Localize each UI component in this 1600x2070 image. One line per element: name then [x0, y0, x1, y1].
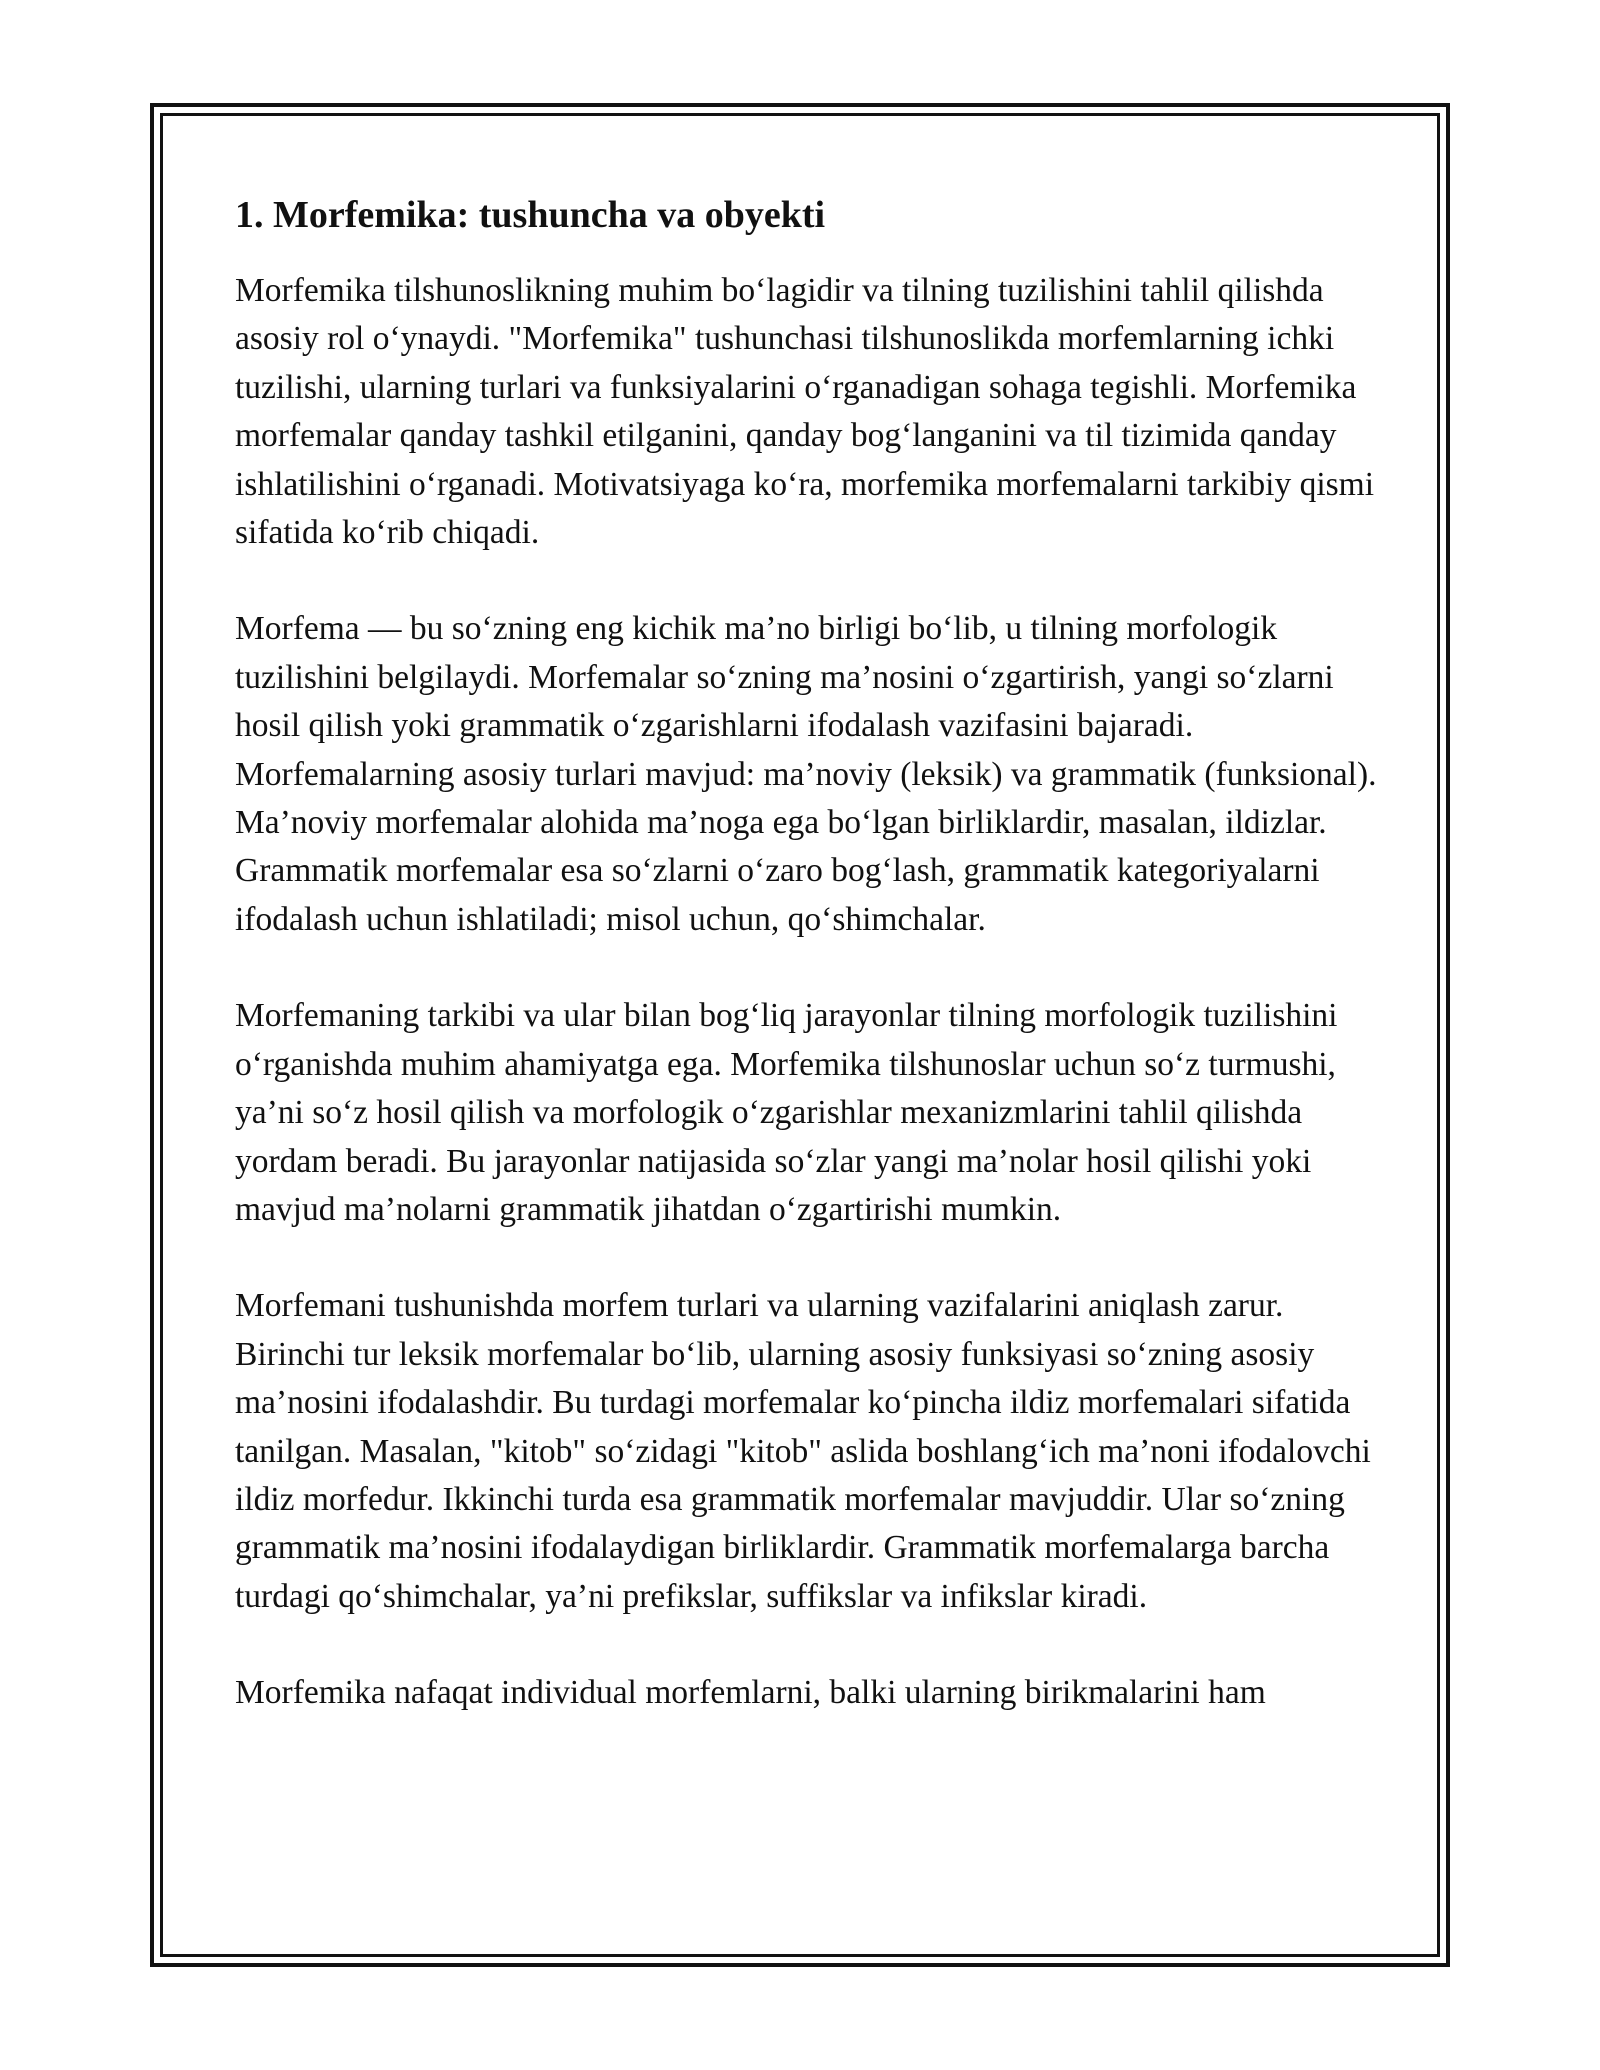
section-heading: 1. Morfemika: tushuncha va obyekti	[235, 194, 826, 236]
paragraph-3: Morfemaning tarkibi va ular bilan bog‘liq jarayonlar tilning morfologik tuzilishini o‘rganishda muhim ahamiyatga ega. Morfemika tilshunoslar uchun so‘z turmushi, ya’ni so‘z hosil qilish va morfologik o‘zgarishlar mexanizmlarini tahlil qilishda yordam beradi. Bu jarayonlar natijasida so‘zlar yangi ma’nolar hosil qilishi yoki mavjud ma’nolarni grammatik jihatdan o‘zgartirishi mumkin.	[235, 997, 1338, 1228]
paragraph-1: Morfemika tilshunoslikning muhim bo‘lagidir va tilning tuzilishini tahlil qilishda asosiy rol o‘ynaydi. "Morfemika" tushunchasi tilshunoslikda morfemlarning ichki tuzilishi, ularning turlari va funksiyalarini o‘rganadigan sohaga tegishli. Morfemika morfemalar qanday tashkil etilganini, qanday bog‘langanini va til tizimida qanday ishlatilishini o‘rganadi. Motivatsiyaga ko‘ra, morfemika morfemalarni tarkibiy qismi sifatida ko‘rib chiqadi.	[235, 272, 1375, 552]
paragraph-2: Morfema — bu so‘zning eng kichik ma’no birligi bo‘lib, u tilning morfologik tuzilishini belgilaydi. Morfemalar so‘zning ma’nosini o‘zgartirish, yangi so‘zlarni hosil qilish yoki grammatik o‘zgarishlarni ifodalash vazifasini bajaradi. Morfemalarning asosiy turlari mavjud: ma’noviy (leksik) va grammatik (funksional). Ma’noviy morfemalar alohida ma’noga ega bo‘lgan birliklardir, masalan, ildizlar. Grammatik morfemalar esa so‘zlarni o‘zaro bog‘lash, grammatik kategoriyalarni ifodalash uchun ishlatiladi; misol uchun, qo‘shimchalar.	[235, 610, 1377, 938]
paragraph-4: Morfemani tushunishda morfem turlari va ularning vazifalarini aniqlash zarur. Birinchi tur leksik morfemalar bo‘lib, ularning asosiy funksiyasi so‘zning asosiy ma’nosini ifodalashdir. Bu turdagi morfemalar ko‘pincha ildiz morfemalari sifatida tanilgan. Masalan, "kitob" so‘zidagi "kitob" aslida boshlang‘ich ma’noni ifodalovchi ildiz morfedur. Ikkinchi turda esa grammatik morfemalar mavjuddir. Ular so‘zning grammatik ma’nosini ifodalaydigan birliklardir. Grammatik morfemalarga barcha turdagi qo‘shimchalar, ya’ni prefikslar, suffikslar va infikslar kiradi.	[235, 1287, 1371, 1615]
paragraph-5: Morfemika nafaqat individual morfemlarni, balki ularning birikmalarini ham	[235, 1674, 1266, 1712]
document-body	[235, 185, 1380, 1766]
